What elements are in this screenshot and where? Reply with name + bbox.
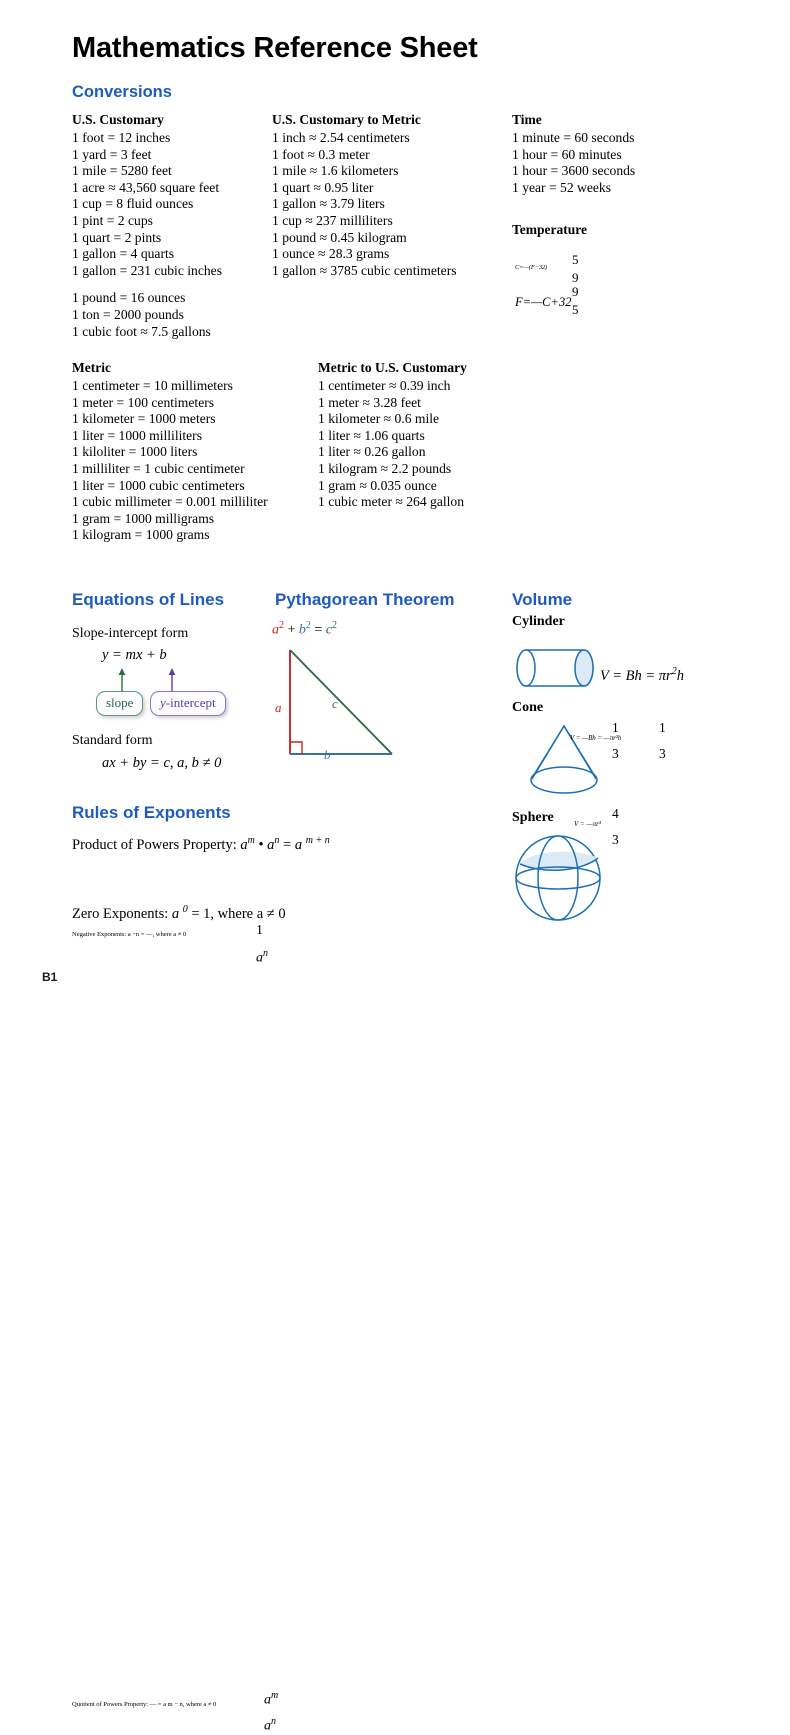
list-item: 1 meter ≈ 3.28 feet xyxy=(318,394,421,410)
section-heading-equations-of-lines: Equations of Lines xyxy=(72,590,225,609)
callout-slope: slope xyxy=(96,691,143,716)
list-item: 1 gram = 1000 milligrams xyxy=(72,510,215,526)
sphere-formula-body: V = —πr³ xyxy=(574,820,601,828)
list-item: 1 gallon = 231 cubic inches xyxy=(72,262,222,278)
triangle-label-b: b xyxy=(324,747,331,762)
pyth-eq-a: a xyxy=(272,622,279,638)
zero-exponents-label: Zero Exponents: xyxy=(72,905,169,922)
list-item: 1 foot = 12 inches xyxy=(72,130,171,145)
conversion-block-us-to-metric xyxy=(272,112,457,279)
list-item: 1 centimeter ≈ 0.39 inch xyxy=(318,378,451,393)
conversion-block-metric-to-us xyxy=(318,360,467,511)
conversion-block-title: Metric xyxy=(72,360,111,375)
cylinder-formula-tail: h xyxy=(676,667,684,684)
negative-stack-denominator-base: a xyxy=(256,950,263,966)
list-item: 1 quart ≈ 0.95 liter xyxy=(272,179,374,195)
conversion-block-title: Metric to U.S. Customary xyxy=(318,360,467,375)
product-of-powers-label: Product of Powers Property: xyxy=(72,836,237,853)
list-item: 1 inch ≈ 2.54 centimeters xyxy=(272,130,410,145)
list-item: 1 milliliter = 1 cubic centimeter xyxy=(72,460,245,476)
cylinder-row xyxy=(512,630,772,704)
list-item: 1 centimeter = 10 millimeters xyxy=(72,378,233,393)
cylinder-shape-icon xyxy=(514,644,600,692)
section-heading-pythagorean: Pythagorean Theorem xyxy=(275,590,455,609)
conversion-block-time xyxy=(512,112,635,196)
page-code: B1 xyxy=(42,970,58,984)
list-item: 1 pound ≈ 0.45 kilogram xyxy=(272,229,407,245)
quotient-stack-denominator-base: a xyxy=(264,1718,271,1734)
quotient-of-powers-line: Quotient of Powers Property: — = a m − n, where a ≠ 0 xyxy=(72,1701,217,1708)
list-item: 1 liter = 1000 cubic centimeters xyxy=(72,477,245,493)
list-item: 1 cubic millimeter = 0.001 milliliter xyxy=(72,494,268,510)
list-item: 1 ounce ≈ 28.3 grams xyxy=(272,246,390,262)
callout-y-intercept xyxy=(150,691,226,716)
product-a2: a xyxy=(267,836,275,853)
celsius-formula-numerator: 5 xyxy=(572,252,579,267)
conversion-list-metric xyxy=(72,378,268,544)
zero-rest: = 1, where a ≠ 0 xyxy=(191,905,286,922)
volume-body xyxy=(512,614,772,847)
cylinder-formula-exp: 2 xyxy=(671,666,677,677)
conversion-block-us-customary xyxy=(72,112,222,340)
negative-stack-denominator xyxy=(256,948,268,967)
list-item: 1 yard = 3 feet xyxy=(72,146,152,162)
solid-name-cone: Cone xyxy=(512,700,544,715)
conversion-block-title: Temperature xyxy=(512,222,587,237)
pyth-eq-a-exp: 2 xyxy=(279,620,284,631)
list-item: 1 cup = 8 fluid ounces xyxy=(72,196,194,212)
triangle-label-c: c xyxy=(332,696,338,711)
section-heading-conversions: Conversions xyxy=(72,83,172,101)
fahrenheit-formula-denominator: 5 xyxy=(572,302,579,317)
list-item: 1 cubic foot ≈ 7.5 gallons xyxy=(72,323,211,339)
pythagorean-body xyxy=(272,620,472,770)
list-item: 1 liter = 1000 milliliters xyxy=(72,427,202,443)
list-item: 1 meter = 100 centimeters xyxy=(72,394,215,410)
product-dot: • xyxy=(258,836,264,853)
conversion-list-us-to-metric xyxy=(272,130,457,279)
quotient-stack-numerator-exp: m xyxy=(271,1690,279,1701)
quotient-stack-denominator xyxy=(264,1716,276,1735)
list-item: 1 year = 52 weeks xyxy=(512,179,612,195)
list-item: 1 kilometer ≈ 0.6 mile xyxy=(318,411,440,427)
list-item: 1 mile ≈ 1.6 kilometers xyxy=(272,163,399,179)
negative-stack-denominator-exp: n xyxy=(263,948,268,959)
sphere-row xyxy=(512,806,772,920)
pyth-eq-equals: = xyxy=(314,622,323,638)
sphere-shape-icon xyxy=(514,830,614,926)
solid-name-cylinder: Cylinder xyxy=(512,614,565,629)
zero-a: a xyxy=(171,905,180,922)
list-item: 1 pound = 16 ounces xyxy=(72,290,186,306)
list-item: 1 ton = 2000 pounds xyxy=(72,306,184,322)
product-a1: a xyxy=(240,836,248,853)
conversion-block-title: Time xyxy=(512,112,542,127)
pyth-eq-b-exp: 2 xyxy=(305,620,311,631)
list-item: 1 kilogram = 1000 grams xyxy=(72,527,210,543)
product-exp1: m xyxy=(247,835,255,846)
list-item: 1 cubic meter ≈ 264 gallon xyxy=(318,494,465,510)
conversion-block-title: U.S. Customary xyxy=(72,112,164,127)
right-triangle-diagram xyxy=(272,642,472,772)
product-a3: a xyxy=(294,836,303,853)
cylinder-formula xyxy=(600,666,684,685)
list-item: 1 hour = 3600 seconds xyxy=(512,163,636,179)
pythagorean-equation xyxy=(272,620,337,639)
sphere-fraction-denominator: 3 xyxy=(612,832,619,847)
list-item: 1 liter ≈ 0.26 gallon xyxy=(318,444,426,460)
temperature-formulas xyxy=(512,240,712,317)
conversion-block-title: U.S. Customary to Metric xyxy=(272,112,421,127)
callout-group xyxy=(72,668,262,720)
quotient-stack-numerator xyxy=(264,1690,278,1709)
list-item: 1 foot ≈ 0.3 meter xyxy=(272,146,370,162)
cone-fraction-2-denominator: 3 xyxy=(659,746,666,761)
cone-row xyxy=(512,718,772,808)
celsius-formula-body: C=—(F−32) xyxy=(515,264,547,271)
list-item: 1 liter ≈ 1.06 quarts xyxy=(318,427,425,443)
list-item: 1 quart = 2 pints xyxy=(72,229,162,245)
cone-fraction-1-denominator: 3 xyxy=(612,746,619,761)
zero-exp: 0 xyxy=(182,904,188,915)
cone-fraction-2-numerator: 1 xyxy=(659,720,666,735)
list-item: 1 minute = 60 seconds xyxy=(512,130,635,145)
quotient-stack-denominator-exp: n xyxy=(271,1716,276,1727)
standard-form-label: Standard form xyxy=(72,733,153,748)
quotient-stack-numerator-base: a xyxy=(264,1692,271,1708)
list-item: 1 gram ≈ 0.035 ounce xyxy=(318,477,437,493)
slope-intercept-equation: y = mx + b xyxy=(102,647,167,663)
pyth-eq-plus: + xyxy=(287,622,296,638)
section-heading-volume: Volume xyxy=(512,590,573,609)
fahrenheit-formula-numerator: 9 xyxy=(572,284,579,299)
solid-name-sphere: Sphere xyxy=(512,810,554,825)
list-item: 1 mile = 5280 feet xyxy=(72,163,172,179)
equations-of-lines-body xyxy=(72,626,262,720)
standard-form-equation: ax + by = c, a, b ≠ 0 xyxy=(102,755,222,771)
list-item: 1 gallon = 4 quarts xyxy=(72,246,175,262)
product-exp2: n xyxy=(274,835,280,846)
list-item: 1 kilometer = 1000 meters xyxy=(72,411,216,427)
pyth-eq-c: c xyxy=(325,622,333,638)
cone-formula-body: V = —Bh = —πr²h xyxy=(570,734,622,742)
conversion-list-us-customary xyxy=(72,130,222,340)
list-item: 1 kilogram ≈ 2.2 pounds xyxy=(318,460,452,476)
fahrenheit-formula-body: F=—C+32 xyxy=(515,295,572,309)
product-of-powers-line xyxy=(72,835,330,854)
conversion-list-metric-to-us xyxy=(318,378,467,511)
product-equals: = xyxy=(283,836,292,853)
list-item: 1 gallon ≈ 3785 cubic centimeters xyxy=(272,262,457,278)
callout-y-intercept-var: y xyxy=(160,695,166,710)
zero-exponents-line xyxy=(72,904,286,923)
list-item: 1 gallon ≈ 3.79 liters xyxy=(272,196,385,212)
triangle-label-a: a xyxy=(275,700,282,715)
cylinder-formula-main: V = Bh = πr xyxy=(600,667,672,684)
pyth-eq-c-exp: 2 xyxy=(332,620,338,631)
list-item: 1 kiloliter = 1000 liters xyxy=(72,444,198,460)
conversion-list-time xyxy=(512,130,635,196)
pyth-eq-b: b xyxy=(298,622,306,638)
sphere-fraction-numerator: 4 xyxy=(612,806,619,821)
page-title: Mathematics Reference Sheet xyxy=(72,32,478,64)
conversion-block-metric xyxy=(72,360,268,544)
list-item: 1 acre ≈ 43,560 square feet xyxy=(72,179,220,195)
list-item: 1 cup ≈ 237 milliliters xyxy=(272,212,393,228)
negative-exponents-line: Negative Exponents: a −n = —, where a ≠ 0 xyxy=(72,931,187,938)
conversion-block-temperature xyxy=(512,222,712,317)
callout-y-intercept-rest: -intercept xyxy=(165,695,216,710)
list-item: 1 pint = 2 cups xyxy=(72,212,153,228)
cone-fraction-1-numerator: 1 xyxy=(612,720,619,735)
slope-intercept-label: Slope-intercept form xyxy=(72,626,189,641)
negative-stack-numerator: 1 xyxy=(256,923,263,938)
section-heading-rules-of-exponents: Rules of Exponents xyxy=(72,803,231,822)
standard-form-body xyxy=(72,733,221,772)
celsius-formula-denominator: 9 xyxy=(572,270,579,285)
list-item: 1 hour = 60 minutes xyxy=(512,146,622,162)
product-exp3: m + n xyxy=(305,835,330,846)
